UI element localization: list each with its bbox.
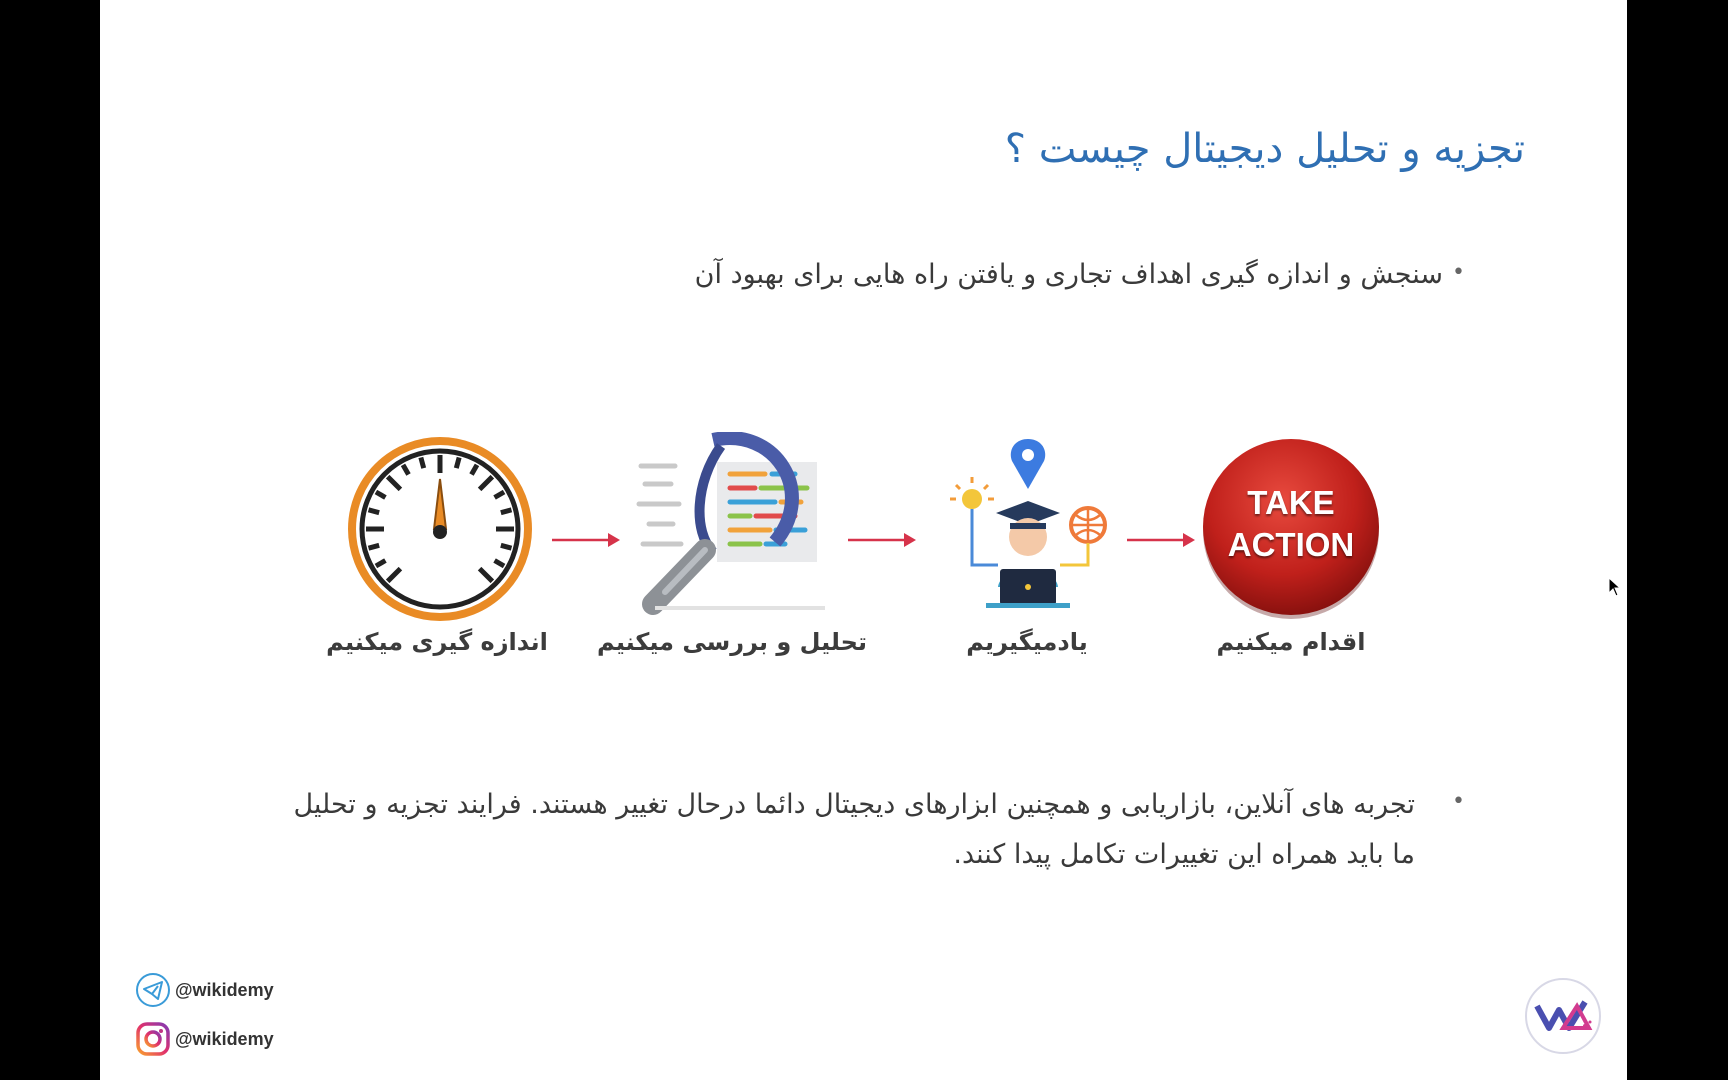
- step-label-act: اقدام میکنیم: [1216, 628, 1366, 656]
- instagram-icon: [135, 1021, 171, 1057]
- arrow-right-icon: [848, 529, 918, 551]
- slide: [100, 0, 1627, 1080]
- gauge-tick: [501, 510, 512, 513]
- step-label-measure: اندازه گیری میکنیم: [326, 628, 548, 656]
- bullet-marker: •: [1452, 789, 1465, 814]
- telegram-handle[interactable]: [135, 972, 274, 1008]
- instagram-handle-text: @wikidemy: [175, 1028, 274, 1049]
- slide-title: تجزیه و تحلیل دیجیتال چیست ؟: [1004, 126, 1525, 172]
- take-action-button-icon: [1198, 436, 1384, 622]
- magnifier-analysis-icon: [635, 432, 835, 627]
- take-action-text-line2: ACTION: [1227, 526, 1355, 563]
- gauge-tick: [501, 545, 512, 548]
- graduate-learner-icon: [942, 437, 1112, 617]
- arrow-right-icon: [552, 529, 622, 551]
- gauge-tick: [369, 545, 380, 548]
- wikidemy-logo-icon: [1523, 976, 1603, 1056]
- bullet-text-1: سنجش و اندازه گیری اهداف تجاری و یافتن راه هایی برای بهبود آن: [694, 259, 1443, 290]
- instagram-handle[interactable]: [135, 1021, 274, 1057]
- arrow-right-icon: [1127, 529, 1197, 551]
- mouse-cursor-icon: [1608, 577, 1622, 597]
- step-label-analyze: تحلیل و بررسی میکنیم: [597, 628, 867, 656]
- telegram-handle-text: @wikidemy: [175, 979, 274, 1000]
- step-label-learn: یادمیگیریم: [966, 628, 1088, 656]
- gauge-tick: [421, 458, 424, 469]
- speedometer-icon: [345, 434, 535, 624]
- take-action-text-line1: TAKE: [1247, 484, 1335, 521]
- bullet-text-2: تجربه های آنلاین، بازاریابی و همچنین ابزارهای دیجیتال دائما درحال تغییر هستند. فرایند تجزیه و تحلیل ما باید همراه این تغییرات تکامل پیدا کنند.: [293, 789, 1415, 870]
- telegram-icon: [135, 972, 171, 1008]
- gauge-tick: [369, 510, 380, 513]
- bullet-marker: •: [1452, 260, 1465, 285]
- gauge-tick: [456, 458, 459, 469]
